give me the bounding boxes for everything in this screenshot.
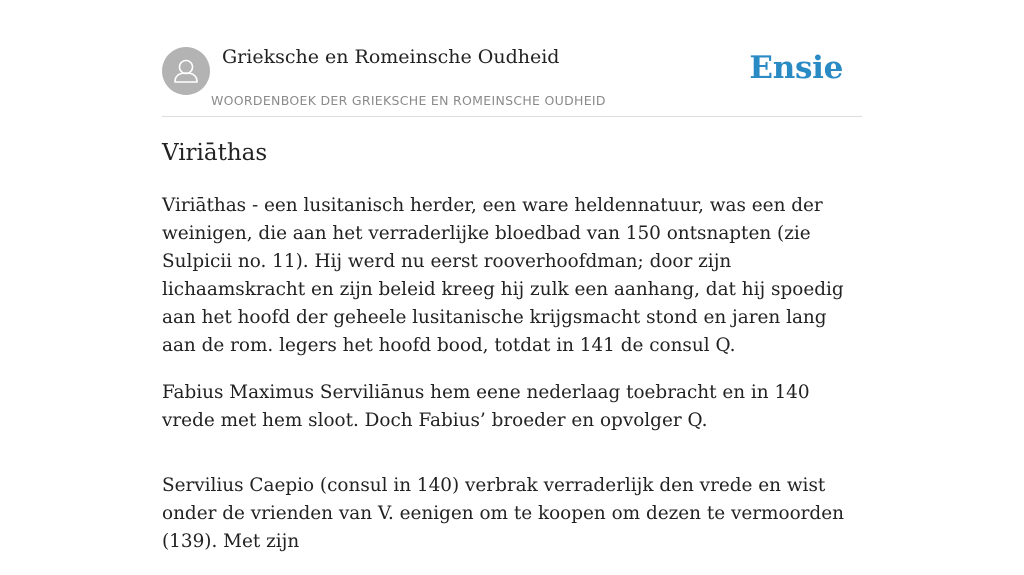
article-paragraph: Servilius Caepio (consul in 140) verbrak verraderlijk den vrede en wist onder de vrienden van V. eenigen om te koopen om dezen te vermoorden (139). Met zijn bbox=[162, 475, 844, 552]
header bbox=[162, 0, 862, 117]
article-paragraph: Viriāthas - een lusitanisch herder, een ware heldennatuur, was een der weinigen, die aan het verraderlijke bloedbad van 150 ontsnapten (zie Sulpicii no. 11). Hij werd nu eerst rooverhoofdman; door zijn lichaamskracht en zijn beleid kreeg hij zulk een aanhang, dat hij spoedig aan het hoofd der geheele lusitanische krijgsmacht stond en jaren lang aan de rom. legers het hoofd bood, totdat in 141 de consul Q. bbox=[162, 195, 844, 356]
author-name[interactable]: Grieksche en Romeinsche Oudheid bbox=[222, 46, 560, 68]
article-paragraph: Fabius Maximus Serviliānus hem eene nederlaag toebracht en in 140 vrede met hem sloot. Doch Fabius’ broeder en opvolger Q. bbox=[162, 382, 810, 431]
ensie-logo[interactable]: Ensie bbox=[749, 50, 843, 86]
article-body bbox=[162, 192, 862, 575]
avatar[interactable] bbox=[162, 47, 210, 95]
page-title: Viriāthas bbox=[162, 140, 268, 166]
user-icon bbox=[162, 47, 210, 95]
page bbox=[162, 0, 862, 552]
source-subtitle[interactable]: WOORDENBOEK DER GRIEKSCHE EN ROMEINSCHE OUDHEID bbox=[211, 93, 606, 108]
